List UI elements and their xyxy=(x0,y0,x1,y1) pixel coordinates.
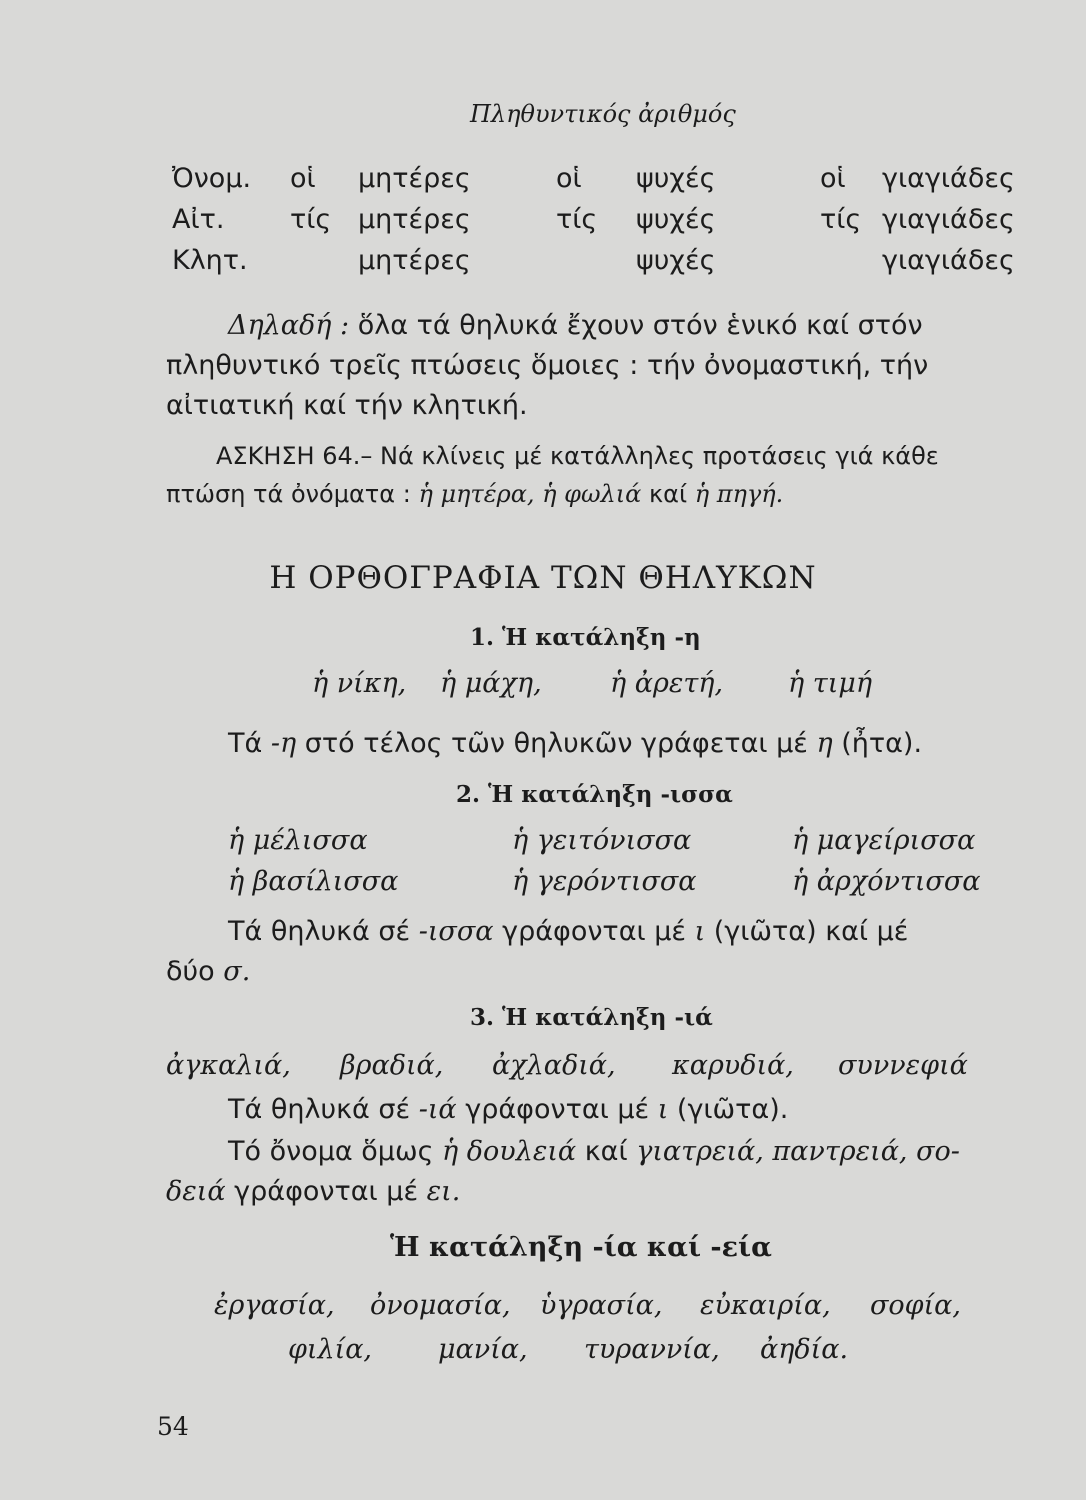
s3-exception-line-2 xyxy=(166,1176,460,1207)
case-label: Κλητ. xyxy=(172,245,248,276)
exercise-text: καί xyxy=(649,480,688,508)
declension-row-vocative xyxy=(172,245,1032,285)
article: τίς xyxy=(820,204,862,235)
note-label: Δηλαδή : xyxy=(228,310,350,341)
exception-word: ἡ δουλειά xyxy=(442,1136,577,1167)
s3-rule xyxy=(228,1094,788,1125)
noun: ψυχές xyxy=(636,245,716,276)
rule-text: (ἦτα). xyxy=(841,728,923,759)
rule-letter: σ. xyxy=(223,956,251,987)
rule-text: καί xyxy=(584,1136,628,1167)
s4-word: μανία, xyxy=(438,1334,528,1365)
exercise-word: ἡ πηγή. xyxy=(694,480,784,508)
rule-ending: -ιά xyxy=(418,1094,457,1125)
rule-text: Τά θηλυκά σέ xyxy=(228,1094,411,1125)
exception-word: δειά xyxy=(166,1176,226,1207)
s1-word: ἡ ἀρετή, xyxy=(610,668,724,699)
s3-exception-line-1 xyxy=(228,1136,960,1167)
s2-word: ἡ ἀρχόντισσα xyxy=(792,866,981,897)
s4-word: σοφία, xyxy=(870,1290,961,1321)
case-label: Αἰτ. xyxy=(172,204,225,235)
plural-heading: Πληθυντικός ἀριθμός xyxy=(470,100,736,128)
s1-rule xyxy=(228,728,922,759)
section-3-title: 3. Ἡ κατάληξη -ιά xyxy=(470,1004,713,1031)
rule-letter: ι xyxy=(657,1094,669,1125)
exception-word: γιατρειά, παντρειά, σο- xyxy=(636,1136,960,1167)
rule-ending: -ισσα xyxy=(418,916,494,947)
section-1-title: 1. Ἡ κατάληξη -η xyxy=(470,624,701,651)
s3-word: καρυδιά, xyxy=(672,1050,794,1081)
rule-text: γράφονται μέ xyxy=(502,916,686,947)
s2-word: ἡ μαγείρισσα xyxy=(792,825,976,856)
s2-word: ἡ μέλισσα xyxy=(228,825,368,856)
section-4-title: Ἡ κατάληξη -ία καί -εία xyxy=(390,1232,772,1263)
rule-text: Τά xyxy=(228,728,263,759)
exercise-word: ἡ φωλιά xyxy=(542,480,642,508)
exercise-word: ἡ μητέρα, xyxy=(418,480,535,508)
s2-word: ἡ βασίλισσα xyxy=(228,866,399,897)
article: οἱ xyxy=(556,163,582,194)
rule-letter: η xyxy=(816,728,833,759)
noun: ψυχές xyxy=(636,204,716,235)
exercise-line-2 xyxy=(166,480,783,508)
s2-rule-line-2 xyxy=(166,956,250,987)
s1-word: ἡ τιμή xyxy=(788,668,873,699)
declension-row-accusative xyxy=(172,204,1032,244)
s2-rule xyxy=(228,916,908,947)
s2-word: ἡ γειτόνισσα xyxy=(512,825,692,856)
s4-word: ὑγρασία, xyxy=(540,1290,663,1321)
exercise-text: πτώση τά ὀνόματα : xyxy=(166,480,411,508)
rule-text: (γιῶτα). xyxy=(676,1094,789,1125)
note-line-2: πληθυντικό τρεῖς πτώσεις ὅμοιες : τήν ὀνομαστική, τήν xyxy=(166,350,929,381)
rule-text: γράφονται μέ xyxy=(465,1094,650,1125)
s4-word: ἀηδία. xyxy=(760,1334,849,1365)
rule-text: γράφονται μέ xyxy=(234,1176,419,1207)
s4-word: τυραννία, xyxy=(584,1334,720,1365)
noun: γιαγιάδες xyxy=(882,245,1015,276)
s1-word: ἡ νίκη, xyxy=(312,668,407,699)
section-2-title: 2. Ἡ κατάληξη -ισσα xyxy=(456,781,733,808)
article: τίς xyxy=(290,204,332,235)
rule-ending: -η xyxy=(270,728,297,759)
article: οἱ xyxy=(290,163,316,194)
page-number: 54 xyxy=(157,1412,189,1441)
s3-word: βραδιά, xyxy=(340,1050,444,1081)
noun: ψυχές xyxy=(636,163,716,194)
noun: μητέρες xyxy=(358,204,471,235)
note-text: ὅλα τά θηλυκά ἔχουν στόν ἑνικό καί στόν xyxy=(357,310,923,341)
note-line-3: αἰτιατική καί τήν κλητική. xyxy=(166,390,528,421)
s3-word: ἀγκαλιά, xyxy=(166,1050,291,1081)
s4-word: φιλία, xyxy=(288,1334,373,1365)
article: οἱ xyxy=(820,163,846,194)
case-label: Ὀνομ. xyxy=(172,163,252,194)
rule-text: στό τέλος τῶν θηλυκῶν γράφεται μέ xyxy=(304,728,808,759)
rule-text: δύο xyxy=(166,956,215,987)
s1-word: ἡ μάχη, xyxy=(440,668,542,699)
rule-text: Τά θηλυκά σέ xyxy=(228,916,411,947)
s4-word: εὐκαιρία, xyxy=(700,1290,831,1321)
main-title: Η ΟΡΘΟΓΡΑΦΙΑ ΤΩΝ ΘΗΛΥΚΩΝ xyxy=(269,560,817,596)
s3-word: ἀχλαδιά, xyxy=(492,1050,616,1081)
article: τίς xyxy=(556,204,598,235)
exercise-line-1: ΑΣΚΗΣΗ 64.– Νά κλίνεις μέ κατάλληλες προτάσεις γιά κάθε xyxy=(216,442,939,470)
rule-text: Τό ὄνομα ὅμως xyxy=(228,1136,434,1167)
s4-word: ἐργασία, xyxy=(214,1290,335,1321)
rule-letter: ει. xyxy=(426,1176,461,1207)
s2-word: ἡ γερόντισσα xyxy=(512,866,697,897)
noun: μητέρες xyxy=(358,245,471,276)
noun: γιαγιάδες xyxy=(882,204,1015,235)
noun: μητέρες xyxy=(358,163,471,194)
s4-word: ὀνομασία, xyxy=(370,1290,511,1321)
s3-word: συννεφιά xyxy=(838,1050,968,1081)
declension-row-nominative xyxy=(172,163,1032,203)
rule-letter: ι xyxy=(694,916,706,947)
noun: γιαγιάδες xyxy=(882,163,1015,194)
rule-text: (γιῶτα) καί μέ xyxy=(713,916,909,947)
note-line-1 xyxy=(228,310,923,341)
